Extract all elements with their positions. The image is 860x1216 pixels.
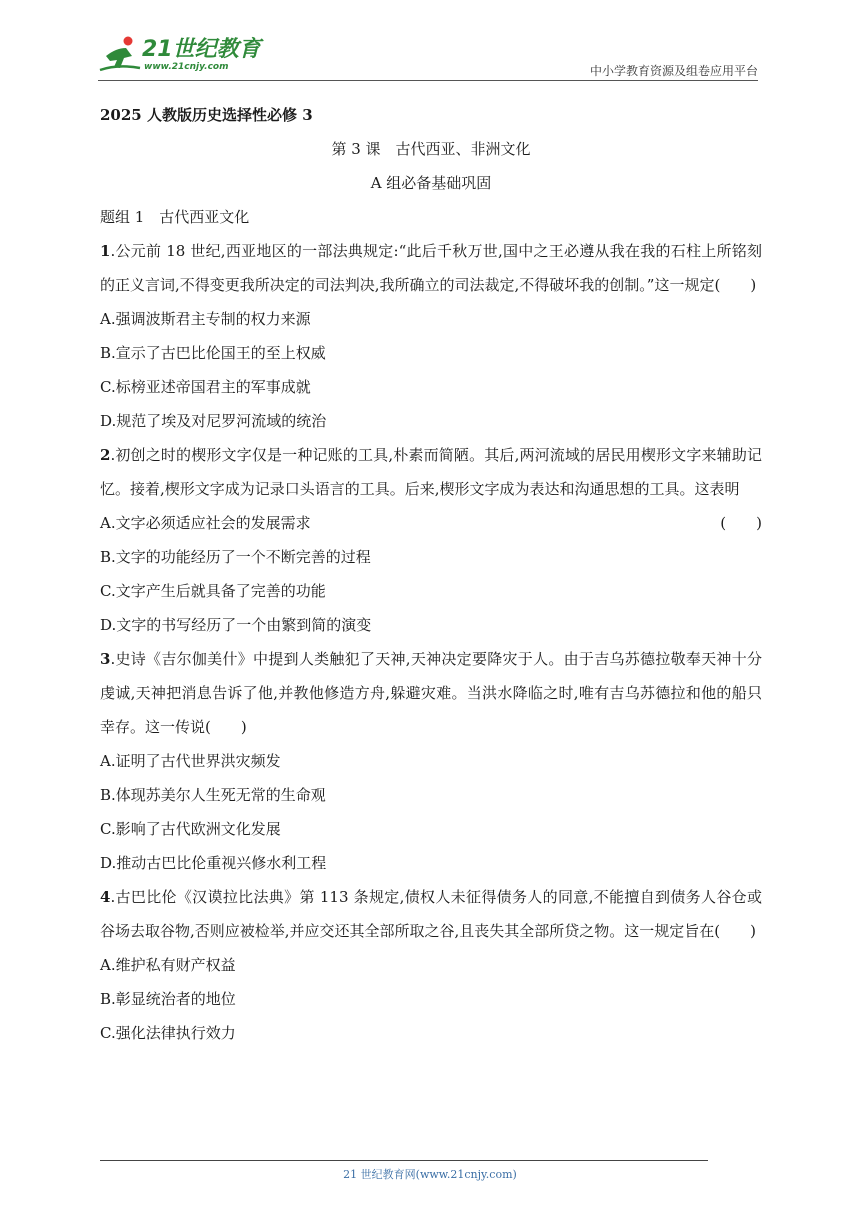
question-2 [100, 438, 762, 642]
option-a[interactable]: A.维护私有财产权益 [100, 956, 236, 974]
option-b[interactable]: B.宣示了古巴比伦国王的至上权威 [100, 344, 326, 362]
logo-text: 21世纪教育 [142, 37, 261, 62]
header-divider [98, 80, 758, 81]
logo-url: www.21cnjy.com [144, 62, 229, 72]
option-b[interactable]: B.彰显统治者的地位 [100, 990, 236, 1008]
option-a[interactable]: A.证明了古代世界洪灾频发 [100, 752, 281, 770]
option-a[interactable]: A.强调波斯君主专制的权力来源 [100, 310, 311, 328]
question-number: 2 [100, 446, 111, 464]
document-body [100, 98, 762, 1050]
option-c[interactable]: C.强化法律执行效力 [100, 1024, 236, 1042]
answer-paren: ( ) [720, 514, 762, 532]
question-text [100, 642, 762, 744]
option-d[interactable]: D.规范了埃及对尼罗河流域的统治 [100, 412, 327, 430]
group-title: A 组必备基础巩固 [370, 174, 492, 192]
question-stem: .古巴比伦《汉谟拉比法典》第 113 条规定,债权人未征得债务人的同意,不能擅自到债务人谷仓或谷场去取谷物,否则应被检举,并应交还其全部所取之谷,且丧失其全部所贷之物。这一规定旨在( ) [100, 888, 762, 940]
lesson-title: 第 3 课 古代西亚、非洲文化 [331, 140, 531, 158]
question-4 [100, 880, 762, 1050]
question-stem: .初创之时的楔形文字仅是一种记账的工具,朴素而简陋。其后,两河流域的居民用楔形文字来辅助记忆。接着,楔形文字成为记录口头语言的工具。后来,楔形文字成为表达和沟通思想的工具。这表明 [100, 446, 762, 498]
option-c[interactable]: C.影响了古代欧洲文化发展 [100, 820, 281, 838]
question-number: 3 [100, 650, 111, 668]
question-stem: .史诗《吉尔伽美什》中提到人类触犯了天神,天神决定要降灾于人。由于吉乌苏德拉敬奉天神十分虔诚,天神把消息告诉了他,并教他修造方舟,躲避灾难。当洪水降临之时,唯有吉乌苏德拉和他的船只幸存。这一传说( ) [100, 650, 762, 736]
footer-divider [100, 1160, 708, 1161]
question-number: 4 [100, 888, 111, 906]
option-c[interactable]: C.文字产生后就具备了完善的功能 [100, 582, 326, 600]
option-a[interactable]: A.文字必须适应社会的发展需求 [100, 514, 311, 532]
footer-link[interactable]: 21 世纪教育网(www.21cnjy.com) [343, 1168, 517, 1181]
question-1 [100, 234, 762, 438]
runner-logo-icon [98, 34, 142, 74]
section-title: 题组 1 古代西亚文化 [100, 208, 250, 226]
option-d[interactable]: D.文字的书写经历了一个由繁到简的演变 [100, 616, 372, 634]
page-header [98, 30, 758, 82]
option-d[interactable]: D.推动古巴比伦重视兴修水利工程 [100, 854, 327, 872]
site-name: 中小学教育资源及组卷应用平台 [589, 64, 758, 78]
question-text [100, 234, 762, 302]
question-text [100, 880, 762, 948]
question-stem: .公元前 18 世纪,西亚地区的一部法典规定:“此后千秋万世,国中之王必遵从我在我的石柱上所铭刻的正义言词,不得变更我所决定的司法判决,我所确立的司法裁定,不得破坏我的创制。”这一规定( ) [100, 242, 762, 294]
logo[interactable] [98, 30, 268, 78]
option-b[interactable]: B.体现苏美尔人生死无常的生命观 [100, 786, 326, 804]
option-c[interactable]: C.标榜亚述帝国君主的军事成就 [100, 378, 311, 396]
doc-title: 2025 人教版历史选择性必修 3 [100, 106, 313, 124]
option-b[interactable]: B.文字的功能经历了一个不断完善的过程 [100, 548, 371, 566]
question-number: 1 [100, 242, 111, 260]
question-3 [100, 642, 762, 880]
